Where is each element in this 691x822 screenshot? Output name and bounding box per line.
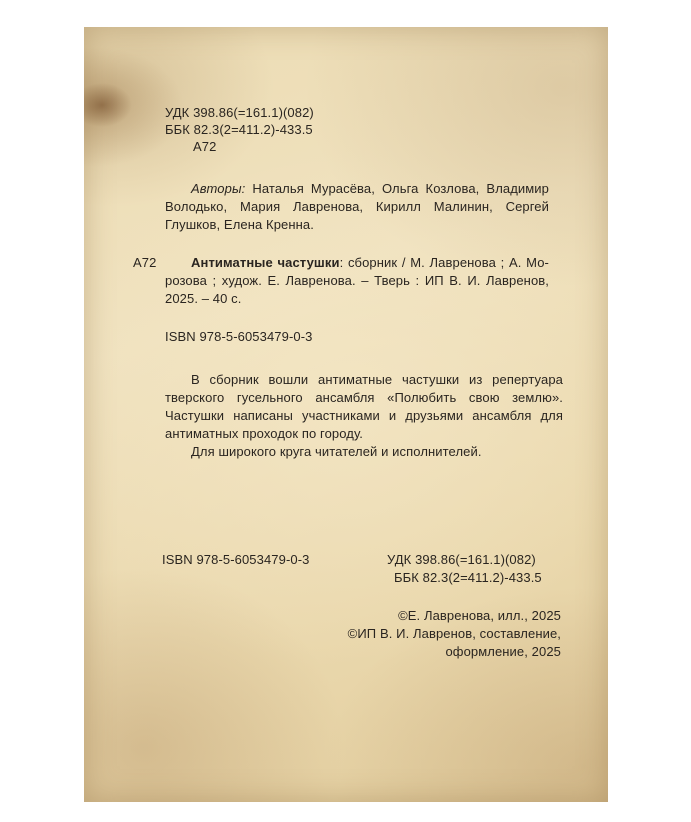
annotation-line-3: Частушки написаны участниками и друзьями ансамбля для xyxy=(165,408,563,423)
entry-line-1 xyxy=(191,255,549,271)
cutter-mark-top: А72 xyxy=(193,139,217,154)
authors-names-1: Наталья Мурасёва, Ольга Козлова, Владимир xyxy=(245,181,549,196)
bbk-code-top: ББК 82.3(2=411.2)-433.5 xyxy=(165,122,313,137)
udk-code-bottom: УДК 398.86(=161.1)(082) xyxy=(387,552,536,567)
authors-label: Авторы: xyxy=(191,181,246,196)
copyright-line-2: ©ИП В. И. Лавренов, составление, xyxy=(347,626,561,641)
entry-line-3: 2025. – 40 с. xyxy=(165,291,242,306)
isbn-top: ISBN 978-5-6053479-0-3 xyxy=(165,329,313,344)
book-page xyxy=(84,27,608,802)
annotation-line-2: тверского гусельного ансамбля «Полюбить свою землю». xyxy=(165,390,563,405)
book-title: Антиматные частушки xyxy=(191,255,340,270)
entry-details-1: : сборник / М. Лавренова ; А. Мо- xyxy=(339,255,549,270)
bbk-code-bottom: ББК 82.3(2=411.2)-433.5 xyxy=(394,570,542,585)
authors-line-3: Глушков, Елена Кренна. xyxy=(165,217,314,232)
entry-line-2: розова ; худож. Е. Лавренова. – Тверь : ИП В. И. Лавренов, xyxy=(165,273,549,288)
isbn-bottom: ISBN 978-5-6053479-0-3 xyxy=(162,552,310,567)
copyright-line-1: ©Е. Лавренова, илл., 2025 xyxy=(398,608,561,623)
annotation-line-4: антиматных проходок по городу. xyxy=(165,426,363,441)
copyright-line-3: оформление, 2025 xyxy=(445,644,561,659)
annotation-line-1: В сборник вошли антиматные частушки из репертуара xyxy=(191,372,563,387)
authors-line-2: Володько, Мария Лавренова, Кирилл Малинин, Сергей xyxy=(165,199,549,214)
cutter-mark-entry: А72 xyxy=(133,255,157,270)
annotation-line-5: Для широкого круга читателей и исполнителей. xyxy=(191,444,482,459)
authors-line-1 xyxy=(191,181,549,197)
udk-code-top: УДК 398.86(=161.1)(082) xyxy=(165,105,314,120)
